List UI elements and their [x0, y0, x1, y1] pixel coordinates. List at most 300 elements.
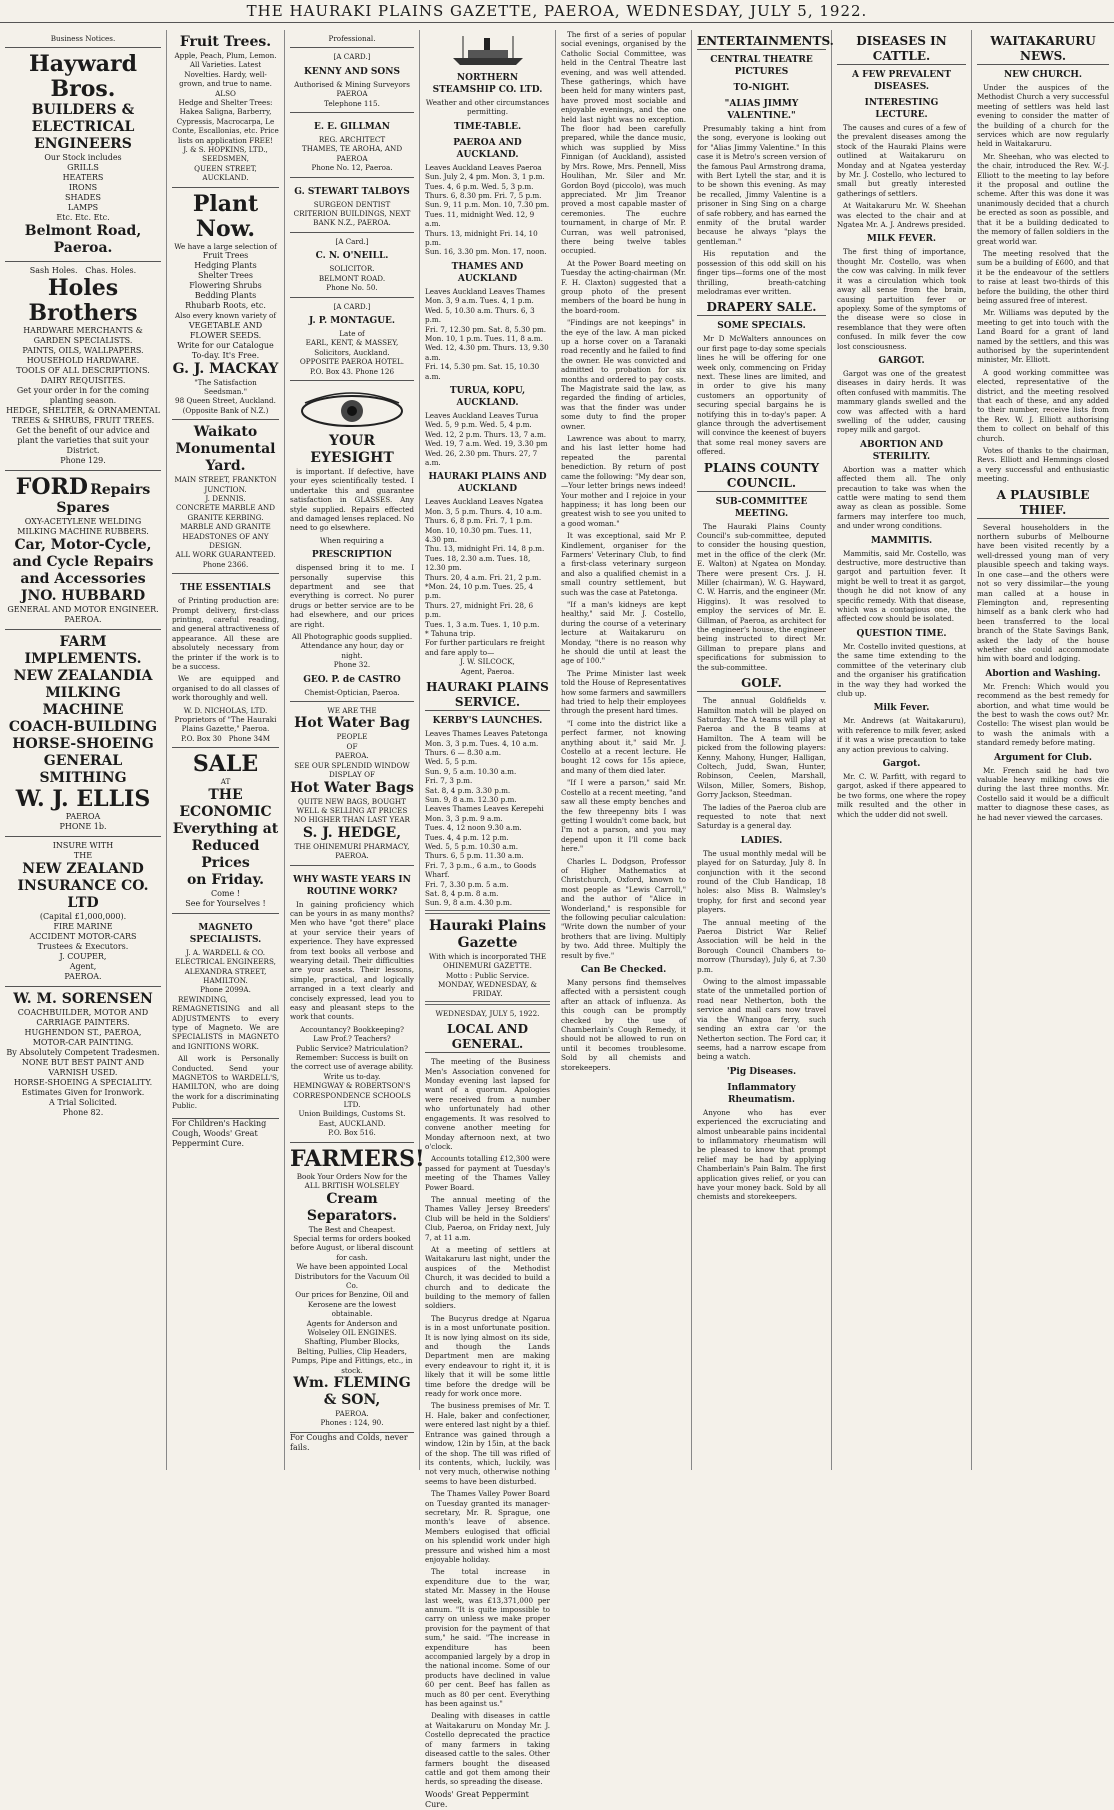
card-text: OPPOSITE PAEROA HOTEL.: [299, 357, 405, 367]
timetable-row: Wed. 26, 2.30 pm. Thurs. 27, 7 a.m.: [425, 448, 538, 467]
sale-text: Reduced Prices: [191, 837, 260, 871]
gillman-card: [290, 113, 414, 178]
card-text: Authorised & Mining Surveyors: [294, 79, 410, 89]
issue-date: WEDNESDAY, JULY 5, 1922.: [435, 1008, 540, 1018]
card-text: THAMES, TE AROHA, AND PAEROA: [301, 144, 403, 163]
article-paragraph: At the Power Board meeting on Tuesday the acting-chairman (Mr. F. H. Claxton) suggested that a group photo of the present members of the board be hung in the board-room.: [561, 258, 686, 315]
ford-text: JNO. HUBBARD: [20, 588, 146, 605]
essentials-text: Proprietors of "The Hauraki Plains Gazette," Paeroa.: [174, 715, 277, 734]
insure-text: INSURE WITH: [52, 841, 114, 851]
card-text: J. P. MONTAGUE.: [308, 315, 396, 326]
subheading: Argument for Club.: [994, 752, 1092, 763]
article-paragraph: Lawrence was about to marry, and his last letter home had repeated the parental benediction. By return of post came the following: "My dear son,—Your letter brings news indeed! Your mother and I rejoice in your happiness; it has long been our greatest wish to see you united to a good woman.": [561, 434, 686, 528]
card-text: CRITERION BUILDINGS, NEXT BANK N.Z., PAEROA.: [293, 209, 411, 228]
article-paragraph: The causes and cures of a few of the prevalent diseases among the stock of the Hauraki Plains were outlined at Waitakaruru on Monday and at Ngatea yesterday by Mr. J. Costello, who lectured to small but greatly interested gatherings of settlers.: [837, 123, 966, 198]
waikato-text: Waikato: [193, 424, 258, 441]
footer-text: For Coughs and Colds, never fails.: [290, 1432, 408, 1452]
company-name: NORTHERN STEAMSHIP CO. LTD.: [432, 73, 543, 95]
service-subtitle: KERBY'S LAUNCHES.: [432, 716, 543, 727]
farm-text: W. J. ELLIS: [15, 786, 151, 813]
subheading: CENTRAL THEATRE PICTURES: [710, 55, 813, 77]
sorensen-text: W. M. SORENSEN: [13, 991, 153, 1008]
eyesight-text: Attendance any hour, day or night.: [300, 641, 404, 660]
article-paragraph: Mr. C. W. Parfitt, with regard to gargot, asked if there appeared to be two forms, one where the ropey milk resulted and the other in which the udder did not swell.: [837, 771, 966, 819]
fruit-text: Hedge and Shelter Trees: Hakea Saligna, Barberry, Cypressis, Macrocarpa, Le Conte, Escallonias, etc. Price lists on application FREE!: [172, 98, 279, 145]
timetable-row: Tues. 18, 2.30 a.m. Tues. 18, 12.30 pm.: [425, 553, 531, 573]
insure-text: FIRE MARINE: [53, 922, 113, 932]
subheading: SUB-COMMITTEE MEETING.: [715, 496, 808, 519]
sorensen-text: MOTOR-CAR PAINTING.: [32, 1038, 134, 1048]
section-heading: A PLAUSIBLE THIEF.: [977, 488, 1109, 519]
plant-text: "The Satisfaction Seedsman.": [194, 377, 257, 396]
waikato-ad: [172, 420, 279, 574]
article-paragraph: Mr. French: Which would you recommend as the best remedy for abortion, and what time would be the best to wash the cows out? Mr. Costello: The wisest plan would be to wash the animals with a standard remedy before mating.: [977, 681, 1109, 748]
footer-text: Woods' Great Peppermint Cure.: [425, 1789, 529, 1809]
timetable-row: Tues. 1, 3 a.m. Tues. 1, 10 p.m.: [425, 619, 540, 629]
insure-text: Trustees & Executors.: [37, 942, 129, 952]
service-row: Wed. 5, 5 p.m. 10.30 a.m.: [425, 841, 519, 851]
insure-text: J. COUPER,: [59, 952, 107, 962]
article-paragraph: The first thing of importance, thought Mr. Costello, was when the cow was calving. In milk fever it was a circulation which took away all sense from the brain, causing partuition fever or apoplexy. Some of the symptoms of the disease were so close in resemblance that they were often confused. In milk fever the cow lost consciousness.: [837, 247, 966, 351]
essentials-text: We are equipped and organised to do all classes of work thoroughly and well.: [172, 674, 279, 703]
eyesight-text: PRESCRIPTION: [311, 550, 393, 561]
hedge-text: OF: [346, 741, 358, 751]
waikato-text: Monumental Yard.: [175, 441, 276, 475]
kenny-card: [290, 48, 414, 113]
article-paragraph: "Findings are not keepings" in the eye of the law. A man picked up a horse cover on a Taranaki road recently and he failed to find the owner. He was convicted and admitted to probation for six months and ordered to pay costs. The Magistrate said the law, as regarded the finding of articles, was that the finder was under some duty to find the proper owner.: [561, 318, 686, 431]
waikato-text: CONCRETE MARBLE AND GRANITE KERBING.: [176, 503, 275, 522]
footer-text: For Children's Hacking Cough, Woods' Great Peppermint Cure.: [172, 1118, 267, 1148]
timetable-row: Leaves Auckland Leaves Thames: [425, 286, 545, 296]
article-paragraph: "If a man's kidneys are kept healthy," said Mr. J. Costello, during the course of a veterinary lecture at Waitakaruru on Monday, "there is no reason why he should die until at least the age of 100.": [561, 599, 686, 666]
insure-text: ACCIDENT MOTOR-CARS: [29, 932, 137, 942]
article-paragraph: The first of a series of popular social evenings, organised by the Catholic Social Committee, was held in the Central Theatre last evening, and was well attended. These gatherings, which have been held for many winters past, have proved most sociable and enjoyable evenings, and the one held last night was no exception. The floor had been carefully prepared, while the dance music, which was supplied by Miss Finnigan (of Auckland), assisted by Mrs. Rowe, Mrs. Pennell, Miss Houlihan, Mr. Siler and Mr. Gordon Boyd (piccolo), was much appreciated. Mr Jim Treanor proved a most capable master of ceremonies. The euchre tournament, in charge of Mr. P. Curran, was well patronised, there being twelve tables occupied.: [561, 30, 686, 256]
sale-ad: [172, 748, 279, 913]
article-paragraph: The annual meeting of the Thames Valley Jersey Breeders' Club will be held in the Soldiers' Club, Paeroa, on Friday next, July 7, at 11 a.m.: [425, 1194, 550, 1242]
farm-text: FARM IMPLEMENTS.: [24, 634, 142, 668]
training-text: Accountancy? Bookkeeping?: [300, 1024, 404, 1034]
training-text: Union Buildings, Customs St. East, AUCKLAND.: [298, 1109, 406, 1128]
agent-text: For further particulars re freight and fare apply to—: [425, 638, 545, 657]
farmers-ad: [290, 1143, 425, 1433]
article-paragraph: Anyone who has ever experienced the excruciating and almost unbearable pains incidental to inflammatory rheumatism will be pleased to know that prompt relief may be had by applying Chamberlain's Pain Balm. The first application gives relief, or you can have your money back. Sold by all chemists and storekeepers.: [697, 1107, 826, 1202]
subheading: LADIES.: [740, 835, 783, 846]
farmers-text: Cream Separators.: [306, 1190, 398, 1224]
card-text: E. E. GILLMAN: [314, 122, 390, 133]
sale-text: AT: [220, 777, 231, 787]
essentials-text: P.O. Box 30: [180, 733, 222, 743]
service-row: Tues. 4, 4 p.m. 12 p.m.: [425, 832, 509, 842]
hayward-line: GRILLS: [67, 163, 99, 173]
timetable-row: Thurs. 6, 8.30 pm. Fri. 7, 5 p.m.: [425, 191, 542, 201]
eyesight-text: When requiring a: [320, 535, 384, 545]
column-6: [692, 30, 832, 1470]
plant-text: Write for our Catalogue To-day. It's Free.: [177, 340, 274, 360]
article-paragraph: Under the auspices of the Methodist Church a very successful meeting of settlers was held last evening to consider the matter of the building of a church for the services which are now regularly held in Waitakaruru.: [977, 83, 1109, 149]
holes-text: TOOLS OF ALL DESCRIPTIONS. DAIRY REQUISITES.: [16, 366, 150, 386]
eyesight-text: Phone 32.: [333, 660, 371, 670]
article-paragraph: The business premises of Mr. T. H. Hale, baker and confectioner, were entered last night by a thief. Entrance was gained through a window, 12in by 15in, at the back of the shop. The till was rifled of its contents, which, luckily, was not very much, otherwise nothing seems to have been disturbed.: [425, 1401, 550, 1486]
agent-text: Agent, Paeroa.: [460, 666, 515, 676]
subheading: GARGOT.: [878, 355, 925, 366]
holes-text: HEDGE, SHELTER, & ORNAMENTAL TREES & SHRUBS, FRUIT TREES.: [6, 406, 160, 426]
column-8: [972, 30, 1114, 1470]
column-5: [556, 30, 692, 1470]
ford-text: Spares: [56, 500, 110, 517]
service-row: Sat. 8, 4 p.m. 3.30 p.m.: [425, 785, 511, 795]
hayward-address: Belmont Road, Paeroa.: [24, 223, 142, 257]
waikato-text: MARBLE AND GRANITE HEADSTONES OF ANY DESIGN.: [180, 522, 271, 550]
subheading: 'Pig Diseases.: [726, 1066, 797, 1077]
route-title: HAURAKI PLAINS AND AUCKLAND: [428, 472, 547, 495]
essentials-text: of Printing production are: Prompt delivery, first-class printing, careful reading, and general attractiveness of appearance. All these are absolutely necessary from the printer if the work is to be a success.: [172, 596, 279, 672]
timetable-row: Wed. 5, 10.30 a.m. Thurs. 6, 3 p.m.: [425, 305, 535, 325]
sale-text: See for Yourselves !: [185, 898, 266, 908]
ford-logo: FORD: [15, 474, 88, 501]
card-text: Phone No. 50.: [326, 283, 378, 293]
hayward-line: Our Stock includes: [44, 153, 122, 163]
article-paragraph: Many persons find themselves affected with a persistent cough after an attack of influenza. As this cough can be promptly checked by the use of Chamberlain's Cough Remedy, it should not be allowed to run on until it becomes troublesome. Sold by all chemists and storekeepers.: [561, 978, 686, 1072]
timetable-row: Sun. 16, 3.30 pm. Mon. 17, noon.: [425, 247, 547, 257]
magneto-ad: [172, 914, 279, 1119]
montague-card: [290, 298, 414, 381]
subheading: Milk Fever.: [873, 703, 930, 714]
subheading: Can Be Checked.: [580, 965, 667, 975]
subheading: NEW CHURCH.: [1003, 70, 1083, 80]
article-paragraph: Mr. Andrews (at Waitakaruru), with reference to milk fever, asked if it was a wise precaution to take any action previous to calving.: [837, 716, 966, 754]
ford-text: GENERAL AND MOTOR ENGINEER.: [7, 605, 159, 615]
ford-text: Car, Motor-Cycle, and Cycle Repairs and Accessories: [12, 537, 154, 588]
service-row: Thurs. 6, 5 p.m. 11.30 a.m.: [425, 851, 524, 861]
farm-text: MACHINE: [42, 702, 124, 719]
waikato-text: MAIN STREET, FRANKTON JUNCTION.: [174, 475, 277, 494]
card-text: Telephone 115.: [324, 98, 380, 108]
insure-text: (Capital £1,000,000).: [39, 912, 127, 922]
holes-text: PAINTS, OILS, WALLPAPERS.: [22, 346, 144, 356]
fruit-text: ALSO: [215, 88, 236, 98]
holes-text: Phone 129.: [60, 456, 106, 466]
eyesight-text: dispensed bring it to me. I personally supervise this department and see that everything is correct. No purer drugs or better service are to be had elsewhere, and our prices are right.: [290, 563, 414, 629]
hedge-text: WE ARE THE: [327, 706, 377, 716]
subheading: A FEW PREVALENT DISEASES.: [851, 70, 952, 92]
notices-label: [5, 30, 161, 48]
plant-text: Hedging Plants: [194, 261, 257, 271]
timetable-row: Thu. 13, midnight Fri. 14, 8 p.m.: [425, 544, 545, 554]
article-paragraph: Charles L. Dodgson, Professor of Higher Mathematics at Christchurch, Oxford, known to most people as "Lewis Carroll," and the author of "Alice in Wonderland," is responsible for the following peculiar calculation: "Write down the number of your brothers that are living. Multiply by two. Add three. Multiply the result by five.": [561, 856, 686, 960]
timetable-row: Sun. 9, 11 p.m. Mon. 10, 7.30 pm.: [425, 200, 550, 210]
magneto-text: MAGNETO SPECIALISTS.: [189, 922, 262, 945]
service-row: Tues. 4, 12 noon 9.30 a.m.: [425, 823, 522, 833]
hedge-text: SEE OUR SPLENDID WINDOW DISPLAY OF: [294, 760, 410, 780]
article-paragraph: Mammitis, said Mr. Costello, was destructive, more destructive than gargot and partuition fever. It might be well to treat it as gargot, though he did not know of any specific remedy. With that disease, which was a contagious one, the affected cow should be isolated.: [837, 548, 966, 624]
article-paragraph: Mr. Costello invited questions, at the same time extending to the committee of the veterinary club and the organiser his gratification in the way they had worked the club up.: [837, 641, 966, 698]
hayward-line: IRONS: [68, 183, 98, 193]
steamship-icon: [448, 32, 528, 68]
card-text: KENNY AND SONS: [304, 66, 400, 77]
timetable-row: Fri. 7, 12.30 pm. Sat. 8, 5.30 pm.: [425, 324, 547, 334]
hedge-text: Hot Water Bags: [290, 779, 414, 796]
sorensen-text: HUGHENDON ST., PAEROA,: [24, 1028, 142, 1038]
farm-text: GENERAL: [43, 753, 123, 770]
card-text: [A CARD.]: [333, 301, 371, 311]
article-paragraph: The annual Goldfields v. Hamilton match will be played on Saturday. The A teams will play at Paeroa and the B teams at Hamilton. The A team will be picked from the following players: Kenny, Mahony, Hunger, Halligan, Coltech, Judd, Swan, Hunter, Robinson, Ceelen, Marshall, Wilson, Miller, Somers, Bishop, Gorry Jackson, Steedman.: [697, 696, 826, 800]
insure-text: THE: [73, 851, 93, 861]
hedge-text: PEOPLE: [336, 732, 368, 742]
article-paragraph: Accounts totalling £12,300 were passed for payment at Tuesday's meeting of the Thames Valley Power Board.: [425, 1154, 550, 1192]
fruit-title: Fruit Trees.: [179, 34, 272, 50]
fruit-text: QUEEN STREET, AUCKLAND.: [194, 163, 257, 183]
training-ad: [290, 866, 414, 1143]
section-heading: ENTERTAINMENTS.: [697, 34, 834, 48]
holes-text: Chas. Holes.: [85, 266, 137, 276]
hedge-text: S. J. HEDGE,: [302, 824, 402, 841]
article-paragraph: The ladies of the Paeroa club are requested to note that next Saturday is a general day.: [697, 802, 826, 831]
plant-text: G. J. MACKAY: [172, 360, 279, 377]
section-heading: DRAPERY SALE.: [697, 300, 826, 316]
hedge-text: Hot Water Bag: [294, 715, 410, 732]
article-paragraph: Gargot was one of the greatest diseases in dairy herds. It was often confused with mammitis. The mammary glands swelled and the cow was affected with a hard swelling of the udder, causing ropey milk and gargot.: [837, 368, 966, 435]
timetable-row: Leaves Auckland Leaves Ngatea: [425, 497, 544, 507]
farm-text: PHONE 1b.: [59, 822, 107, 832]
timetable-row: Mon. 3, 9 a.m. Tues. 4, 1 p.m.: [425, 296, 534, 306]
article-paragraph: Votes of thanks to the chairman, Revs. Elliott and Hemmings closed a very successful and enthusiastic meeting.: [977, 446, 1109, 484]
service-row: Fri. 7, 3 p.m., 6 a.m., to Goods Wharf.: [425, 860, 537, 880]
ford-ad: [5, 471, 161, 630]
sorensen-text: COACHBUILDER, MOTOR AND CARRIAGE PAINTERS.: [17, 1008, 149, 1028]
article-paragraph: The total increase in expenditure due to the war, stated Mr. Massey in the House last week, was £13,371,000 per annum. "It is quite impossible to carry on unless we make proper provision for the payment of that sum," he said. "The increase in expenditure has been accompanied largely by a drop in the national income. Some of our products have declined in value 60 per cent. Beef has fallen as much as 80 per cent. Everything has been against us.": [425, 1567, 550, 1709]
talboys-card: [290, 178, 414, 233]
farm-text: NEW ZEALANDIA: [13, 668, 153, 685]
section-heading: GOLF.: [697, 676, 826, 692]
service-row: Fri. 7, 3 p.m.: [425, 776, 473, 786]
subheading: SOME SPECIALS.: [717, 321, 806, 332]
timetable-row: Wed. 5, 9 p.m. Wed. 5, 4 p.m.: [425, 420, 532, 430]
professional-label: [290, 30, 414, 48]
column-3: [285, 30, 425, 1470]
training-text: Remember: Success is built on the correct use of average ability.: [290, 1053, 414, 1072]
card-text: PAEROA: [336, 89, 368, 99]
article-paragraph: The Prime Minister last week told the House of Representatives how some farmers and sawmillers had tried to help their employees through the present hard times.: [561, 668, 686, 716]
service-row: Mon. 3, 3 p.m. Tues. 4, 10 a.m.: [425, 738, 539, 748]
plant-text: Rhubarb Roots, etc.: [185, 301, 266, 311]
notices-heading: Business Notices.: [50, 34, 116, 43]
article-paragraph: The Thames Valley Power Board on Tuesday granted its manager-secretary, Mr. R. Sprague, one month's leave of absence. Members eulogised that official on his splendid work under high pressure and wished him a most enjoyable holiday.: [425, 1489, 550, 1564]
timetable-row: Wed. 19, 7 a.m. Wed. 19, 3.30 pm: [425, 439, 548, 449]
hayward-line: ENGINEERS: [34, 136, 132, 153]
card-text: SOLICITOR.: [329, 264, 375, 274]
timetable-row: Mon. 3, 5 p.m. Thurs. 4, 10 a.m.: [425, 506, 543, 516]
route-title: TURUA, KOPU, AUCKLAND.: [449, 385, 526, 408]
timetable-row: Fri. 14, 5.30 pm. Sat. 15, 10.30 a.m.: [425, 362, 540, 381]
hayward-line: LAMPS: [67, 203, 99, 213]
farm-text: HORSE-SHOEING: [12, 736, 154, 753]
timetable-row: Thurs. 20, 4 a.m. Fri. 21, 2 p.m.: [425, 572, 542, 582]
sorensen-ad: [5, 987, 161, 1122]
essentials-title: THE ESSENTIALS: [180, 583, 271, 594]
hedge-text: PAEROA.: [335, 751, 369, 761]
farmers-text: Shafting, Plumber Blocks, Belting, Pullies, Clip Headers, Pumps, Pipe and Fittings, etc., in stock.: [291, 1337, 413, 1375]
timetable-row: * Tahuna trip.: [425, 629, 476, 639]
article-paragraph: The Bucyrus dredge at Ngarua is in a most unfortunate position. It is now lying almost on its side, and though the Lands Department men are making every endeavour to right it, it is likely that it will be some little time before the dredge will be ready for work once more.: [425, 1313, 550, 1399]
section-heading: LOCAL AND GENERAL.: [425, 1022, 550, 1053]
article-paragraph: The meeting resolved that the sum be a building of £600, and that it be the endeavour of the settlers to raise at least two-thirds of this before the building, the other third being assured free of interest.: [977, 248, 1109, 305]
article-paragraph: Abortion was a matter which affected them all. The only precaution to take was when the cattle were mating to send them away as clean as possible. Some farmers may interfere too much, and under wrong conditions.: [837, 464, 966, 531]
article-paragraph: At a meeting of settlers at Waitakaruru last night, under the auspices of the Methodist Church, it was decided to build a church and to dedicate the building to the memory of fallen soldiers.: [425, 1244, 550, 1311]
subheading: Abortion and Washing.: [985, 668, 1101, 679]
timetable-row: Thurs. 27, midnight Fri. 28, 6 p.m.: [425, 600, 534, 620]
hayward-line: BUILDERS &: [31, 102, 135, 119]
rule-divider: [425, 910, 550, 916]
service-row: Leaves Thames Leaves Patetonga: [425, 729, 548, 739]
subheading: Inflammatory Rheumatism.: [727, 1082, 796, 1105]
farmers-text: PAEROA.: [335, 1409, 369, 1418]
training-text: Write us to-day.: [323, 1071, 381, 1081]
timetable-row: Mon. 10, 10.30 pm. Tues. 11, 4.30 pm.: [425, 525, 532, 544]
holes-text: HARDWARE MERCHANTS & GARDEN SPECIALISTS.: [23, 326, 143, 346]
masthead: THE HAURAKI PLAINS GAZETTE, PAEROA, WEDNESDAY, JULY 5, 1922.: [0, 0, 1114, 23]
article-paragraph: The usual monthly medal will be played for on Saturday, July 8. In conjunction with it the second round of the Club Handicap, 18 holes: also Miss B. Walmsley's trophy, for first and second year players.: [697, 848, 826, 915]
agent-text: J. W. SILCOCK,: [460, 657, 515, 667]
magneto-text: ELECTRICAL ENGINEERS, ALEXANDRA STREET, HAMILTON.: [175, 957, 276, 985]
article-paragraph: Mr. Williams was deputed by the meeting to get into touch with the Land Board for a grant of land named by the settlers, and this was authorised by the superintendent minister, Mr. Elliott.: [977, 308, 1109, 365]
timetable-title: TIME-TABLE.: [453, 121, 522, 132]
article-paragraph: Dealing with diseases in cattle at Waitakaruru on Monday Mr. J. Costello deprecated the practice of many farmers in taking diseased cattle to the sales. Other farmers bought the diseased cattle and got them among their herds, so spreading the disease.: [425, 1711, 550, 1787]
fruit-ad: [172, 30, 279, 188]
timetable-row: Tues. 11, midnight Wed. 12, 9 a.m.: [425, 209, 535, 229]
timetable-row: Thurs. 6, 8 p.m. Fri. 7, 1 p.m.: [425, 516, 533, 526]
professional-heading: Professional.: [328, 34, 376, 43]
eyesight-ad: [290, 381, 414, 702]
timetable-row: *Mon. 24, 10 p.m. Tues. 25, 4 p.m.: [425, 582, 534, 601]
service-row: Leaves Thames Leaves Kerepehi: [425, 804, 544, 814]
farmers-text: Agents for Anderson and Wolseley OIL ENGINES.: [306, 1318, 398, 1337]
essentials-text: Phone 34M: [228, 733, 271, 743]
column-4: [420, 30, 556, 1809]
subheading: MILK FEVER.: [866, 234, 937, 245]
ford-text: Repairs: [90, 482, 151, 499]
plant-text: Fruit Trees: [202, 251, 249, 261]
farmers-text: Special terms for orders booked before August, or liberal discount for cash.: [290, 1233, 414, 1262]
ford-text: PAEROA.: [64, 615, 102, 625]
ford-text: MILKING MACHINE RUBBERS.: [17, 527, 149, 537]
eyesight-text: Chemist-Optician, Paeroa.: [304, 687, 400, 697]
gazette-title: Hauraki Plains Gazette: [428, 917, 547, 951]
article-paragraph: A good working committee was elected, representative of the district, and the meeting resolved that each of these, and any added to their number, receive lists from the Rev. W. J. Elliott authorising them to collect on behalf of this church.: [977, 367, 1109, 443]
article-paragraph: Mr D McWalters announces on our first page to-day some specials lines he will be offering for one week only, commencing on Friday next. These lines are limited, and in order to give his many customers an opportunity of securing special bargains he is notifying this in to-day's paper. A glance through the advertisement will convince the keenest of buyers that some real money savers are offered.: [697, 334, 826, 457]
subheading: Gargot.: [882, 758, 921, 769]
magneto-text: J. A. WARDELL & CO.: [185, 947, 266, 957]
subheading: "ALIAS JIMMY VALENTINE.": [724, 99, 799, 121]
insure-text: PAEROA.: [64, 972, 102, 982]
timetable-row: Mon. 10, 1 p.m. Tues. 11, 8 a.m.: [425, 333, 543, 343]
plant-text: Shelter Trees: [198, 271, 253, 281]
training-text: In gaining proficiency which can be yours in as many months? Men who have "got there" place at your service their years of experience. They have expressed from text books all verbose and wearying detail. Their difficulties are your assets. Their lessons, simple, practical, and logically arranged in a text clearly and concisely expressed, lead you to easy and pleasant steps to the work that counts.: [290, 899, 414, 1022]
farm-text: COACH-BUILDING: [8, 719, 158, 736]
eyesight-text: is important. If defective, have your eyes scientifically tested. I undertake this and guarantee satisfaction in GLASSES. Any style supplied. Repairs effected and damaged lenses replaced. No need to go elsewhere.: [290, 466, 414, 533]
farmers-text: Book Your Orders Now for the ALL BRITISH WOLSELEY: [296, 1171, 408, 1191]
card-text: BELMONT ROAD.: [318, 273, 386, 283]
waikato-text: Phone 2366.: [202, 559, 249, 569]
sorensen-text: By Absolutely Competent Tradesmen.: [6, 1048, 160, 1058]
article-paragraph: Mr. French said he had two valuable heavy milking cows die during the last three months. Mr. Costello said it would be a difficult matter to diagnose these cases, as he had never viewed the carcases.: [977, 765, 1109, 822]
card-text: EARL, KENT, & MASSEY, Solicitors, Auckland.: [305, 338, 399, 357]
plant-text: (Opposite Bank of N.Z.): [182, 405, 269, 415]
timetable-row: Tues. 4, 6 p.m. Wed. 5, 3 p.m.: [425, 181, 534, 191]
timetable-row: Thurs. 13, midnight Fri. 14, 10 p.m.: [425, 228, 538, 248]
article-paragraph: At Waitakaruru Mr. W. Sheehan was elected to the chair and at Ngatea Mr. A. J. Andrews presided.: [837, 201, 966, 230]
training-text: HEMINGWAY & ROBERTSON'S CORRESPONDENCE SCHOOLS LTD.: [293, 1081, 411, 1110]
farm-text: PAEROA: [65, 812, 101, 822]
article-paragraph: It was exceptional, said Mr P. Kindlement, organiser for the Farmers' Veterinary Club, to find a first-class veterinary surgeon and also a qualified chemist in a small country settlement, but such was the case at Patetonga.: [561, 531, 686, 597]
service-row: Sat. 8, 4 p.m. 8 a.m.: [425, 889, 499, 898]
holes-text: Sash Holes.: [29, 266, 78, 276]
eyesight-text: GEO. P. de CASTRO: [303, 674, 401, 685]
hayward-line: SHADES: [65, 193, 101, 203]
card-text: C. N. O'NEILL.: [315, 251, 389, 262]
article-paragraph: The Hauraki Plains County Council's sub-committee, deputed to consider the housing question, met in the office of the clerk (Mr. E. Walton) at Ngatea on Monday. There were present Crs. J. H. Miller (chairman), W. G. Hayward, C. W. Harris, and the engineer (Mr. Higgins). It was resolved to employ the services of Mr. E. Gillman, of Paeroa, as architect for the engineer's house, the engineer being instructed to direct Mr. Gillman to prepare plans and specifications for submission to the sub-committee.: [697, 521, 826, 672]
subheading: INTERESTING LECTURE.: [864, 98, 939, 120]
route-title: THAMES AND AUCKLAND: [451, 261, 524, 284]
farm-text: MILKING: [45, 685, 121, 702]
article-paragraph: His reputation and the possession of this odd skill on his finger tips—forms one of the most thrilling, breath-catching melodramas ever written.: [697, 249, 826, 296]
service-row: Wed. 5, 5 p.m.: [425, 757, 478, 767]
holes-ad: [5, 262, 161, 471]
timetable-row: Sun. July 2, 4 pm. Mon. 3, 1 p.m.: [425, 172, 545, 182]
fruit-text: Apple, Peach, Plum, Lemon. All Varieties. Latest Novelties. Hardy, well-grown, and true to name.: [174, 51, 277, 89]
service-title: HAURAKI PLAINS SERVICE.: [426, 680, 549, 710]
gazette-text: With which is incorporated THE OHINEMURI GAZETTE.: [428, 951, 547, 971]
service-row: Thurs. 6 — 8.30 a.m.: [425, 747, 502, 757]
farmers-text: Phones : 124, 90.: [320, 1418, 384, 1428]
essentials-ad: [172, 574, 279, 748]
timetable-row: Wed. 12, 2 p.m. Thurs. 13, 7 a.m.: [425, 429, 547, 439]
service-row: Mon. 3, 3 p.m. 9 a.m.: [425, 813, 503, 823]
article-paragraph: "If I were a parson," said Mr. Costello at a recent meeting, "and saw all these empty benches and the few threepenny bits I was getting I wouldn't come back, but I'm not a parson, and you may depend upon it I'll come back here.": [561, 778, 686, 854]
fruit-text: J. & S. HOPKINS, LTD.,: [183, 145, 268, 155]
hedge-text: THE OHINEMURI PHARMACY, PAEROA.: [294, 841, 410, 861]
sale-text: Everything at: [172, 820, 279, 837]
farmers-text: FARMERS!: [290, 1145, 425, 1172]
magneto-text: All work is Personally Conducted. Send your MAGNETOS to WARDELL'S, HAMILTON, who are doing the work for a discriminating Public.: [172, 1054, 279, 1111]
plant-text: Bedding Plants: [194, 291, 257, 301]
subheading: TO-NIGHT.: [733, 83, 790, 93]
training-text: P.O. Box 516.: [328, 1128, 376, 1138]
timetable-row: Leaves Auckland Leaves Turua: [425, 410, 539, 420]
service-row: Sun. 9, 8 a.m. 12.30 p.m.: [425, 794, 517, 804]
sorensen-text: Estimates Given for Ironwork.: [21, 1088, 145, 1098]
sale-text: Come !: [210, 888, 240, 898]
card-text: REG. ARCHITECT: [318, 135, 386, 145]
insure-text: INSURANCE CO. LTD: [17, 878, 149, 912]
subheading: QUESTION TIME.: [856, 628, 947, 639]
farmers-text: Wm. FLEMING & SON,: [293, 1375, 411, 1408]
subheading: ABORTION AND STERILITY.: [859, 439, 944, 462]
sale-text: THE ECONOMIC: [179, 786, 272, 820]
waikato-text: J. DENNIS.: [205, 493, 246, 503]
service-row: Fri. 7, 3.30 p.m. 5 a.m.: [425, 879, 509, 889]
insure-text: Agent,: [69, 962, 97, 972]
hedge-ad: [290, 702, 414, 865]
card-text: [A Card.]: [335, 236, 369, 246]
insurance-ad: [5, 837, 161, 987]
sorensen-text: A Trial Solicited.: [49, 1098, 117, 1108]
card-text: Late of: [339, 328, 365, 338]
waikato-text: ALL WORK GUARANTEED.: [175, 550, 276, 560]
farmers-text: We have been appointed Local Distributors for the Vacuum Oil Co.: [294, 1262, 410, 1290]
card-text: [A CARD.]: [333, 52, 371, 62]
weather-note: Weather and other circumstances permitting.: [425, 98, 550, 117]
card-text: SURGEON DENTIST: [313, 199, 391, 209]
